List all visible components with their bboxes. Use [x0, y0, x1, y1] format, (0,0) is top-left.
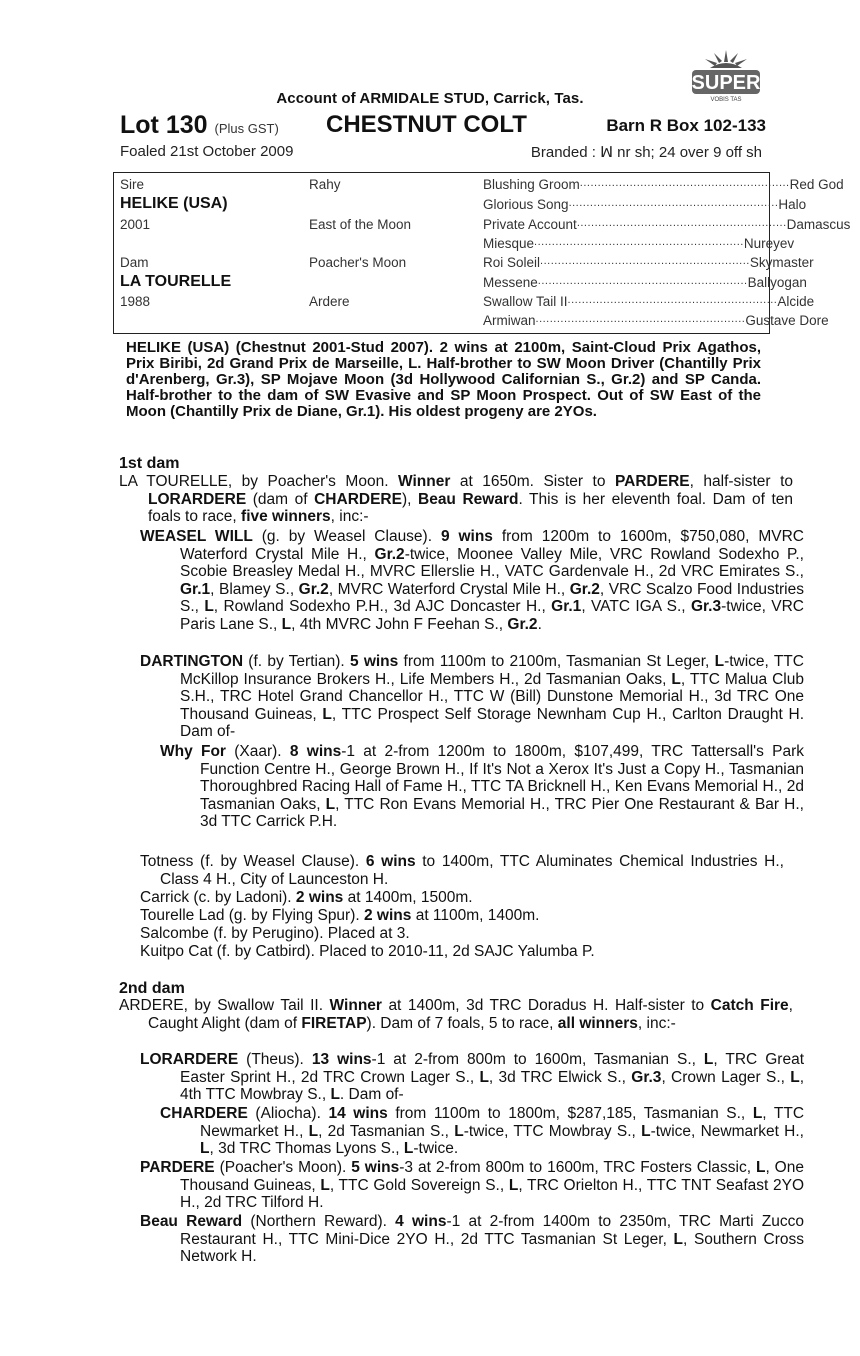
progeny-weasel-will: WEASEL WILL (g. by Weasel Clause). 9 wins from 1200m to 1600m, $750,080, MVRC Waterford Crystal Mile H., Gr.2-twice, Moonee Valley Mile, VRC Rowland Sodexho P., Scobie Breasley Medal H., MVRC Ellerslie H., VATC Gardenvale H., 2d VRC Emirates S., Gr.1, Blamey S., Gr.2, MVRC Waterford Crystal Mile H., Gr.2, VRC Scalzo Food Industries S., L, Rowland Sodexho P.H., 3d AJC Doncaster H., Gr.1, VATC IGA S., Gr.3-twice, VRC Paris Lane S., L, 4th MVRC John F Feehan S., Gr.2. [140, 528, 804, 633]
grandprogeny-chardere: CHARDERE (Aliocha). 14 wins from 1100m to 1800m, $287,185, Tasmanian S., L, TTC Newmarket H., L, 2d Tasmanian S., L-twice, TTC Mowbray S., L-twice, Newmarket H., L, 3d TRC Thomas Lyons S., L-twice. [160, 1105, 805, 1158]
second-dam-intro: ARDERE, by Swallow Tail II. Winner at 1400m, 3d TRC Doradus H. Half-sister to Catch Fire, Caught Alight (dam of FIRETAP). Dam of 7 foals, 5 to race, all winners, inc:- [119, 997, 793, 1032]
vendor-account: Account of ARMIDALE STUD, Carrick, Tas. [276, 90, 584, 107]
second-dam-heading: 2nd dam [119, 980, 185, 997]
progeny-kuitpo-cat: Kuitpo Cat (f. by Catbird). Placed to 2010-11, 2d SAJC Yalumba P. [140, 943, 595, 960]
barn-location: Barn R Box 102-133 [606, 116, 766, 135]
grandparent-row: Swallow Tail II ........................................................... Alcide [483, 294, 815, 309]
lot-number-block [120, 111, 279, 140]
progeny-totness: Totness (f. by Weasel Clause). 6 wins to 1400m, TTC Aluminates Chemical Industries H., Class 4 H., City of Launceston H. [140, 853, 784, 888]
logo-subtext: VOBIS TAS [710, 97, 742, 103]
grandparent-row: Armiwan ........................................................... Gustave Dore [483, 313, 829, 328]
sire-sire: Rahy [309, 177, 341, 192]
grandprogeny-why-for: Why For (Xaar). 8 wins-1 at 2-from 1200m to 1800m, $107,499, TRC Tattersall's Park Function Centre H., George Brown H., If It's Not a Xerox It's Just a Copy H., Tasmanian Thoroughbred Racing Hall of Fame H., TTC TA Bricknell H., Ken Evans Memorial H., 2d Tasmanian Oaks, L, TTC Ron Evans Memorial H., TRC Pier One Restaurant & Bar H., 3d TTC Carrick P.H. [160, 743, 804, 831]
progeny-lorardere: LORARDERE (Theus). 13 wins-1 at 2-from 800m to 1600m, Tasmanian S., L, TRC Great Easter Sprint H., 2d TRC Crown Lager S., L, 3d TRC Elwick S., Gr.3, Crown Lager S., L, 4th TTC Mowbray S., L. Dam of- [140, 1051, 805, 1104]
progeny-carrick: Carrick (c. by Ladoni). 2 wins at 1400m, 1500m. [140, 889, 473, 906]
grandparent-row: Glorious Song ........................................................... Halo [483, 197, 807, 212]
sire-label: Sire [120, 177, 145, 192]
brand-marks: Branded : ꟽ nr sh; 24 over 9 off sh [530, 144, 762, 161]
dam-name: LA TOURELLE [120, 273, 232, 290]
progeny-tourelle-lad: Tourelle Lad (g. by Flying Spur). 2 wins at 1100m, 1400m. [140, 907, 540, 924]
foaled-date: Foaled 21st October 2009 [120, 143, 294, 160]
progeny-dartington: DARTINGTON (f. by Tertian). 5 wins from 1100m to 2100m, Tasmanian St Leger, L-twice, TTC McKillop Insurance Brokers H., Life Members H., 2d Tasmanian Oaks, L, TTC Malua Club S.H., TRC Hotel Grand Chancellor H., TTC W (Bill) Dunstone Memorial H., 3d TRC One Thousand Guineas, L, TTC Prospect Self Storage Newnham Cup H., Carlton Draught H. Dam of- [140, 653, 805, 741]
gst-note: (Plus GST) [214, 121, 279, 136]
grandparent-row: Messene ........................................................... Ballyogan [483, 275, 807, 290]
lot-header [120, 111, 766, 141]
sire-summary: HELIKE (USA) (Chestnut 2001-Stud 2007). 2 wins at 2100m, Saint-Cloud Prix Agathos, Prix Biribi, 2d Grand Prix de Marseille, L. Half-brother to SW Moon Driver (Chantilly Prix d'Arenberg, Gr.3), SP Mojave Moon (3d Hollywood Californian S., Gr.2) and SP Canda. Half-brother to the dam of SW Evasive and SP Moon Prospect. Out of SW East of the Moon (Chantilly Prix de Diane, Gr.1). His oldest progeny are 2YOs. [126, 339, 761, 420]
sire-year: 2001 [120, 217, 151, 232]
progeny-pardere: PARDERE (Poacher's Moon). 5 wins-3 at 2-from 800m to 1600m, TRC Fosters Classic, L, One Thousand Guineas, L, TTC Gold Sovereign S., L, TRC Orielton H., TTC TNT Seafast 2YO H., 2d TRC Tilford H. [140, 1159, 805, 1212]
horse-description: CHESTNUT COLT [326, 111, 527, 138]
sire-dam: East of the Moon [309, 217, 412, 232]
progeny-salcombe: Salcombe (f. by Perugino). Placed at 3. [140, 925, 410, 942]
pedigree-table [113, 172, 851, 334]
sire-name: HELIKE (USA) [120, 195, 228, 212]
grandparent-row: Private Account ........................................................... Damascus [483, 217, 851, 232]
dam-label: Dam [120, 255, 149, 270]
lot-number: Lot 130 [120, 111, 208, 139]
dam-dam: Ardere [309, 294, 350, 309]
first-dam-heading: 1st dam [119, 455, 180, 472]
grandparent-row: Miesque ........................................................... Nureyev [483, 236, 795, 251]
dam-sire: Poacher's Moon [309, 255, 407, 270]
progeny-beau-reward: Beau Reward (Northern Reward). 4 wins-1 at 2-from 1400m to 2350m, TRC Marti Zucco Restaurant H., TTC Mini-Dice 2YO H., 2d TTC Tasmanian St Leger, L, Southern Cross Network H. [140, 1213, 804, 1266]
grandparent-row: Blushing Groom ........................................................... Red God [483, 177, 844, 192]
grandparent-row: Roi Soleil ........................................................... Skymaster [483, 255, 814, 270]
dam-year: 1988 [120, 294, 151, 309]
logo-text: SUPER [691, 72, 761, 94]
first-dam-intro: LA TOURELLE, by Poacher's Moon. Winner at 1650m. Sister to PARDERE, half-sister to LORARDERE (dam of CHARDERE), Beau Reward. This is her eleventh foal. Dam of ten foals to race, five winners, inc:- [119, 473, 793, 526]
